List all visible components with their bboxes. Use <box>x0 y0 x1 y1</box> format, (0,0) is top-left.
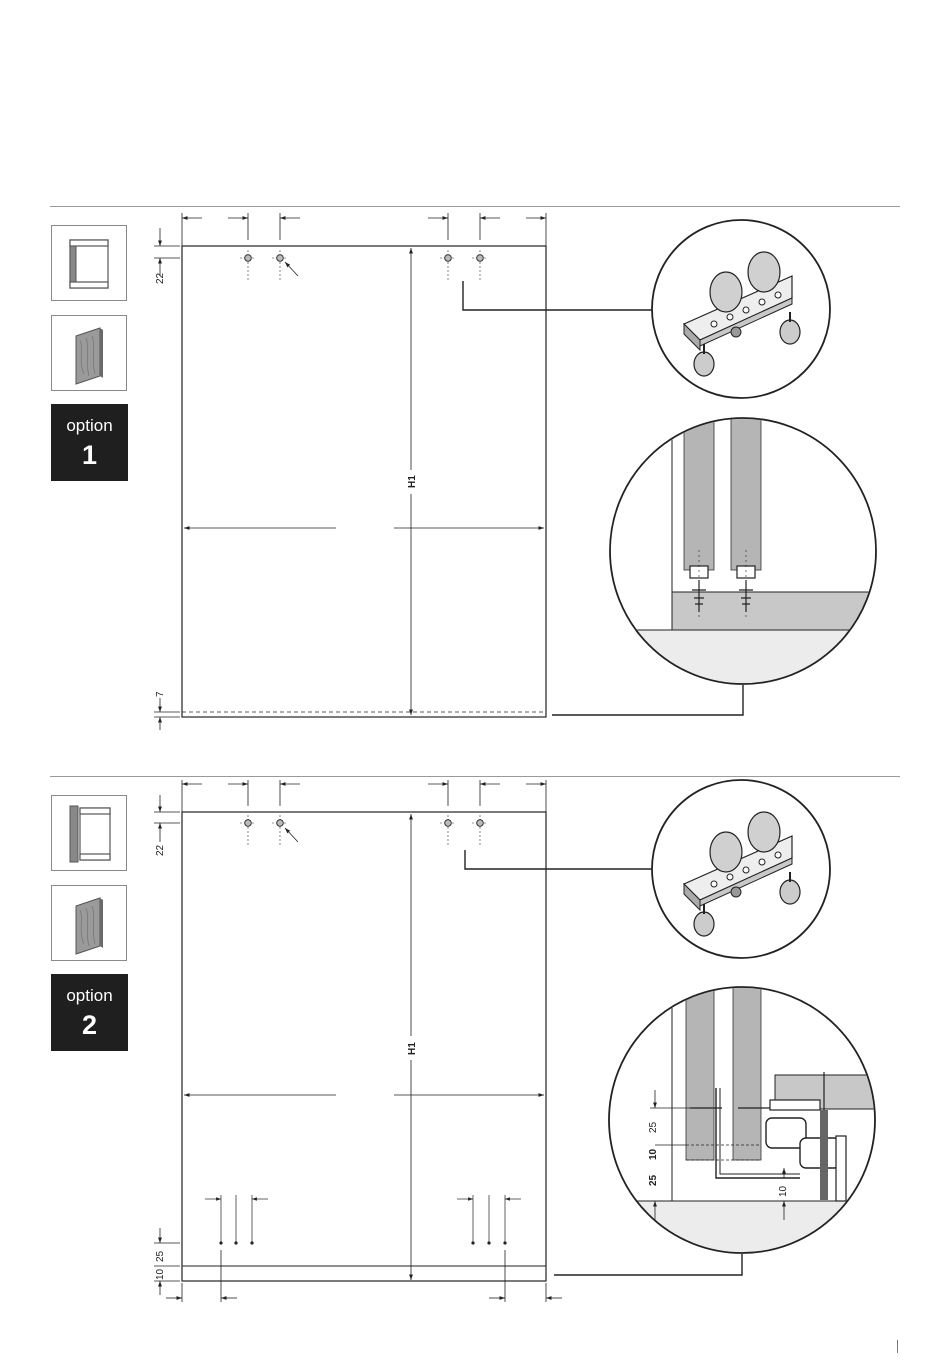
detail-dim-c: 25 <box>648 1174 659 1186</box>
dim-bottom-offset: 7 <box>155 691 166 697</box>
door-panel-outline <box>182 246 546 717</box>
option-number: 2 <box>81 1010 98 1040</box>
roller-bracket-detail <box>652 780 830 958</box>
dim-top-offset: 22 <box>155 272 166 284</box>
roller-bracket-detail <box>652 220 830 398</box>
option-2-drawing <box>154 780 890 1302</box>
bottom-guide-detail-option-2 <box>600 980 890 1281</box>
dim-height-label: H1 <box>407 475 418 488</box>
door-panel-outline <box>182 812 546 1281</box>
dim-hole-offset: 25 <box>155 1250 166 1262</box>
dim-height-label: H1 <box>407 1042 418 1055</box>
detail-dim-a: 25 <box>648 1121 659 1133</box>
page-edge-mark <box>897 1340 898 1353</box>
detail-dim-b: 10 <box>648 1148 659 1160</box>
option-label: option <box>66 416 113 435</box>
detail-dim-d: 10 <box>778 1185 789 1197</box>
option-1-drawing <box>154 213 892 730</box>
option-label: option <box>66 986 113 1005</box>
dim-bottom-offset: 10 <box>155 1268 166 1280</box>
dim-top-offset: 22 <box>155 844 166 856</box>
option-number: 1 <box>81 440 98 470</box>
bottom-guide-detail <box>600 400 892 710</box>
